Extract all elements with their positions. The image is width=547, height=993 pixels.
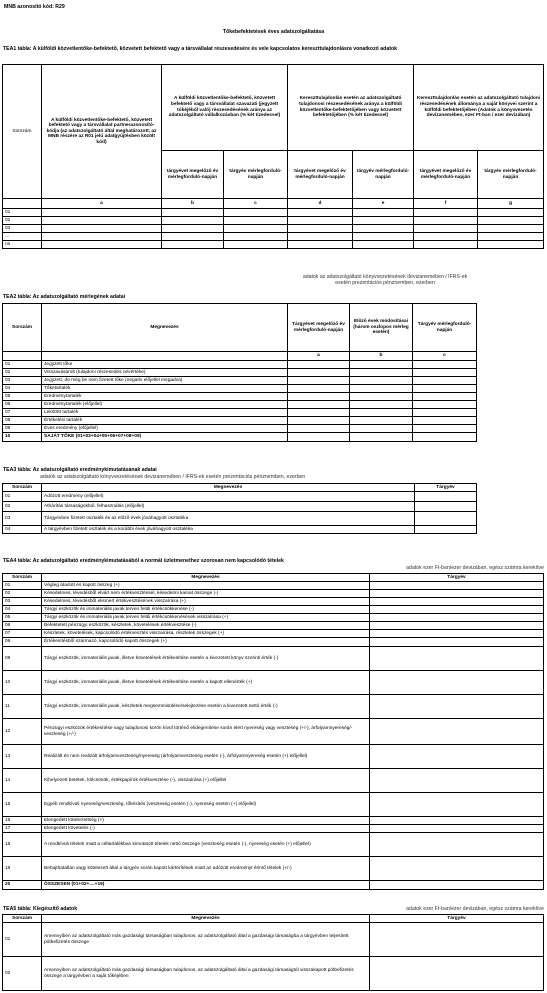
- tea2-table: [2, 303, 477, 442]
- table-row-label: Lekötött tartalék: [42, 409, 288, 417]
- table-row-label: Tőketartalék: [42, 385, 288, 393]
- tea1-letter: d: [288, 199, 353, 209]
- table-row-number: 15: [3, 793, 42, 817]
- table-row-label: Tárgyi eszközök és immateriális javak terven felüli értékcsökkenésének visszaírása (+): [42, 614, 370, 622]
- tea4-header-value: Tárgyév: [370, 574, 544, 582]
- tea2-header-c: Tárgyév mérlegforduló-napján: [413, 304, 477, 352]
- table-row-label: Készletek, követelések, kapcsolódó értékvesztés visszaírása, részletek összegek (+): [42, 630, 370, 638]
- tea1-sub-curr-e: tárgyév mérlegforduló-napján: [353, 151, 414, 199]
- table-row-number: 02: [3, 369, 42, 377]
- table-row-number: 19: [3, 857, 42, 881]
- tea3-header-sorszam: Sorszám: [3, 484, 42, 492]
- table-row-number: 12: [3, 719, 42, 745]
- table-row-label: Kihelyezett betétek, kölcsönök, értékpapírok értékvesztése (-), visszaírása (+) előjellel: [42, 769, 370, 793]
- tea1-letter: g: [478, 199, 544, 209]
- tea2-header-b: Előző évek módosításai (három oszlopos mérleg esetén): [350, 304, 413, 352]
- document-title: Tőkebefektetések éves adatszolgáltatása: [222, 29, 325, 35]
- tea2-note: adatok az adatszolgáltató könyvvezetésének devizanemében / IFRS-ek esetén prezentációs pénznemben, ezerben: [302, 274, 468, 286]
- table-row-number: 08: [3, 417, 42, 425]
- tea1-sub-prev-f: tárgyévet megelőző év mérlegforduló-napján: [414, 151, 478, 199]
- table-row-number: 03: [3, 598, 42, 606]
- tea4-table: [2, 573, 544, 890]
- table-row-number: 02: [3, 502, 42, 512]
- table-row-number: 07: [3, 409, 42, 417]
- table-row-number: 01: [3, 361, 42, 369]
- tea4-note: adatok ezer Ft-ban/ezer devizában, egész számra kerekítve: [406, 565, 544, 571]
- table-row-label: SAJÁT TŐKE (01+03+04+05+06+07+08+09): [42, 433, 288, 442]
- table-row-number: 09: [3, 647, 42, 671]
- tea5-table: [2, 914, 544, 991]
- tea1-letter: e: [353, 199, 414, 209]
- table-row-label: Visszavásárolt (tulajdoni részesedés névértéke): [42, 369, 288, 377]
- table-row-label: Késedelmes, tévedésből elismert értékvesztésének visszaírása (+): [42, 598, 370, 606]
- table-row-label: Pénzügyi eszközök értékesítése vagy tulajdonosi körön kívül történő elidegenítése során elért nyereség vagy veszteség (+/-), árfolyamnyereség/-veszteség (+/-): [42, 719, 370, 745]
- tea4-header-name: Megnevezés: [42, 574, 370, 582]
- table-row-number: 02: [3, 590, 42, 598]
- tea2-header-name: Megnevezés: [42, 304, 288, 352]
- table-row-number: 04: [3, 606, 42, 614]
- table-row-number: 08: [3, 638, 42, 647]
- table-row-number: 04: [3, 526, 42, 534]
- table-row-number: 02: [3, 957, 42, 991]
- table-row-number: ...: [3, 233, 42, 241]
- table-row-label: Tárgyi eszközök, immateriális javak, illetve követelések értékesítése esetén a kivezetett könyv szerinti érték (-): [42, 647, 370, 671]
- table-row-number: 05: [3, 614, 42, 622]
- table-row-number: 16: [3, 817, 42, 825]
- table-row-number: 10: [3, 433, 42, 442]
- table-row-label: Értékesítésből származó, kapcsolódó kapott összegek (+): [42, 638, 370, 647]
- tea2-title: TEA2 tábla: Az adatszolgáltató mérlegének adatai: [3, 294, 126, 300]
- tea1-table: [2, 64, 544, 249]
- table-row-number: 18: [3, 833, 42, 857]
- table-row-label: Jegyzett tőke: [42, 361, 288, 369]
- tea5-note: adatok ezer Ft-ban/ezer devizában, egész számra kerekítve: [406, 906, 544, 912]
- tea2-letter: a: [288, 352, 350, 361]
- tea1-sub-curr-g: tárgyév mérlegforduló-napján: [478, 151, 544, 199]
- table-row-label: Amennyiben az adatszolgáltató más gazdasági társaságban tulajdonos, az adatszolgáltató által a gazdasági társaságtól visszakapott pótbefizetés összege a tárgyévben a saját tőkéjében: [42, 957, 370, 991]
- tea3-table: [2, 483, 477, 534]
- table-row-label: Amennyiben az adatszolgáltató más gazdasági társaságban tulajdonos, az adatszolgáltató által a gazdasági társaságba a tárgyévben teljesített pótbefizetés összege: [42, 923, 370, 957]
- table-row-label: Tárgyi eszközök, immateriális javak, készletek megsemmisülése/selejtezése esetén a kivezetett nettó érték (-): [42, 695, 370, 719]
- tea4-title: TEA4 tábla: Az adatszolgáltató eredménykimutatásából a normál üzletmenethez szorosan nem kapcsolódó tételek: [3, 558, 284, 564]
- tea1-header-fg: Kereszttulajdonlás esetén az adatszolgáltató tulajdoni részesedésének állománya a saját könyvei szerint a külföldi befektetőjében (Adatok a könyvvezetés devizanemében, ezer Ft-ban / ezer devizában): [414, 65, 544, 151]
- table-row-number: 10: [3, 671, 42, 695]
- table-row-number: 13: [3, 745, 42, 769]
- table-row-number: 01: [3, 492, 42, 502]
- tea2-letter: c: [413, 352, 477, 361]
- tea2-header-sorszam: Sorszám: [3, 304, 42, 352]
- table-row-number: 14: [3, 769, 42, 793]
- tea2-letter: b: [350, 352, 413, 361]
- tea5-header-value: Tárgyév: [370, 915, 544, 923]
- table-row-label: Áthárítás társaságokból, felhasználás (előjellel): [42, 502, 415, 512]
- table-row-label: A tárgyévben fizetett osztalék és a korábbi évek jóváhagyott osztaléka: [42, 526, 415, 534]
- table-row-label: Tárgyi eszközök, immateriális javak, illetve követelések értékesítése esetén a kapott ellenérték (+): [42, 671, 370, 695]
- table-row-label: Egyéb rendkívüli nyereség/veszteség, tőkésítés (veszteség esetén (-), nyereség esetén (+) előjellel): [42, 793, 370, 817]
- table-row-number: 06: [3, 401, 42, 409]
- table-row-label: Adózott eredmény (előjellel): [42, 492, 415, 502]
- tea4-header-sorszam: Sorszám: [3, 574, 42, 582]
- table-row-label: Tárgyi eszközök és immateriális javak terven felüli értékcsökkenése (-): [42, 606, 370, 614]
- table-row-label: Értékelési tartalék: [42, 417, 288, 425]
- tea3-note: adatok az adatszolgáltató könyvvezetésének devizanemében / IFRS-ek esetén prezentációs pénznemben, ezerben: [40, 474, 306, 480]
- table-row-label: Elengedett követelés (-): [42, 825, 370, 833]
- table-row-number: 01: [3, 923, 42, 957]
- tea3-title: TEA3 tábla: Az adatszolgáltató eredménykimutatásának adatai: [3, 467, 157, 473]
- tea1-header-sorszam: Sorszám: [3, 65, 42, 199]
- table-row-number: 04: [3, 385, 42, 393]
- tea1-letter: b: [162, 199, 224, 209]
- tea1-sub-curr-c: tárgyév mérlegforduló-napján: [224, 151, 288, 199]
- table-row-number: 07: [3, 630, 42, 638]
- table-row-label: Realizált és nem realizált árfolyamveszteség/nyereség (árfolyamveszteség esetén (-), árfolyamnyereség esetén (+) előjellel): [42, 745, 370, 769]
- table-row-number: 01: [3, 582, 42, 590]
- tea1-header-bc: A külföldi közvetlentőke-befektető, közvetett befektető vagy a társvállalat szavazati (jegyzett tőkéjéből való) részesedésének aránya az adatszolgáltató vállalkozásban (% két tizedessel): [162, 65, 288, 151]
- table-row-label: Befektetett pénzügyi eszközök, készletek, követelések értékvesztése (-): [42, 622, 370, 630]
- tea5-header-sorszam: Sorszám: [3, 915, 42, 923]
- tea3-header-value: Tárgyév: [415, 484, 477, 492]
- table-row-number: 20: [3, 881, 42, 890]
- table-row-number: 03: [3, 377, 42, 385]
- table-row-label: Késedelmes, tévedésből elvárt nem értékvesztéssel, késedelmi kamat összege (-): [42, 590, 370, 598]
- table-row-label: Behajthatatlan vagy kötelezett által a tárgyév során kapott kártérítések miatt az adózott eredményt érintő tételek (+/-): [42, 857, 370, 881]
- table-row-label: Jegyzett, de még be nem fizetett tőke (negatív előjellel megadva): [42, 377, 288, 385]
- table-row-number: 05: [3, 393, 42, 401]
- tea2-header-a: Tárgyévet megelőző év mérlegforduló-napján: [288, 304, 350, 352]
- tea5-title: TEA5 tábla: Kiegészítő adatok: [3, 906, 78, 912]
- tea1-letter: c: [224, 199, 288, 209]
- tea1-sub-prev-b: tárgyévet megelőző év mérlegforduló-napján: [162, 151, 224, 199]
- tea5-header-name: Megnevezés: [42, 915, 370, 923]
- table-row-number: 06: [3, 622, 42, 630]
- table-row-label: Tárgyévben fizetett osztalék és az előző évek jóváhagyott osztaléka: [42, 512, 415, 526]
- tea1-header-a: A külföldi közvetlentőke-befektető, közvetett befektető vagy a társvállalat partnerazonosító-kódja (az adatszolgáltató által meghatározott, az MNB részére az R01 jelű adatgyűjtésben közölt kód): [42, 65, 162, 199]
- mnb-code: MNB azonosító kód: R29: [4, 4, 65, 10]
- table-row-number: 11: [3, 695, 42, 719]
- table-row-number: 03: [3, 512, 42, 526]
- table-row-label: Végleg átadott és kapott összeg (+): [42, 582, 370, 590]
- table-row-number: 02: [3, 217, 42, 225]
- table-row-label: Elengedett kötelezettség (+): [42, 817, 370, 825]
- table-row-label: Éves eredmény (előjellel): [42, 425, 288, 433]
- tea1-letter: a: [42, 199, 162, 209]
- tea1-title: TEA1 tábla: A külföldi közvetlentőke-befektető, közvetett befektető vagy a társvállalat részesedésére és vele kapcsolatos kereszttulajdonlásra vonatkozó adatok: [3, 46, 398, 52]
- table-row-number: 17: [3, 825, 42, 833]
- table-row-label: A rendkívüli tételek miatt a céltartalékban kimutatott tételek nettó összege (veszteség esetén (-), nyereség esetén (+) előjellel): [42, 833, 370, 857]
- table-row-number: 09: [3, 425, 42, 433]
- tea1-header-de: Kereszttulajdonlás esetén az adatszolgáltató tulajdonosi részesedésének aránya a külföldi közvetlentőke-befektetőjében vagy közvetett befektetőjében (% két tizedessel): [288, 65, 414, 151]
- tea1-letter: f: [414, 199, 478, 209]
- table-row-label: ÖSSZESEN (01+02+....+19): [42, 881, 370, 890]
- tea1-sub-prev-d: tárgyévet megelőző év mérlegforduló-napján: [288, 151, 353, 199]
- table-row-number: 01: [3, 209, 42, 217]
- tea3-header-name: Megnevezés: [42, 484, 415, 492]
- table-row-number: nn: [3, 241, 42, 249]
- table-row-number: 03: [3, 225, 42, 233]
- table-row-label: Eredménytartalék: [42, 393, 288, 401]
- table-row-label: Eredménytartalék (előjellel): [42, 401, 288, 409]
